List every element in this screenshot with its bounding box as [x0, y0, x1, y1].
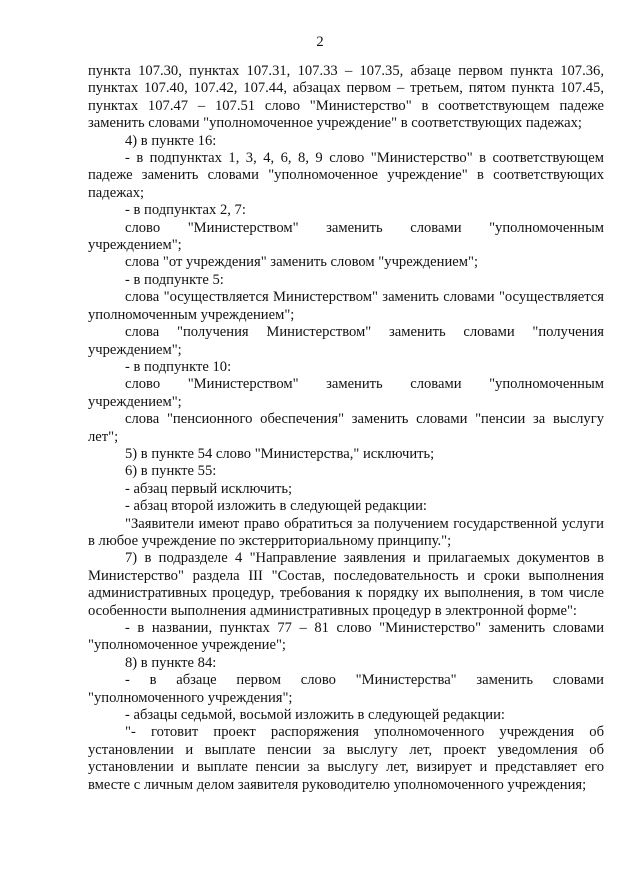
- paragraph: "Заявители имеют право обратиться за получением государственной услуги в любое учреждение по экстерриториальному принципу.";: [88, 515, 604, 549]
- paragraph: 7) в подразделе 4 "Направление заявления и прилагаемых документов в Министерство" раздела III "Состав, последовательность и сроки выполнения административных процедур, требования к порядку их выполнения, в том числе особенности выполнения административных процедур в электронной форме":: [88, 550, 604, 619]
- paragraph: 8) в пункте 84:: [125, 654, 217, 671]
- paragraph: - абзацы седьмой, восьмой изложить в следующей редакции:: [125, 707, 505, 724]
- paragraph: - в подпункте 10:: [125, 358, 232, 375]
- paragraph: 5) в пункте 54 слово "Министерства," исключить;: [125, 445, 435, 462]
- document-body: [88, 63, 604, 794]
- page-number: 2: [316, 34, 324, 50]
- paragraph: "- готовит проект распоряжения уполномоченного учреждения об установлении и выплате пенсии за выслугу лет, проект уведомления об установлении и выплате пенсии за выслугу лет, визирует и представляет его вместе с личным делом заявителя руководителю уполномоченного учреждения;: [88, 724, 604, 793]
- paragraph: слово "Министерством" заменить словами "уполномоченным учреждением";: [88, 376, 604, 410]
- paragraph: - абзац первый исключить;: [125, 480, 293, 497]
- paragraph: - абзац второй изложить в следующей редакции:: [125, 498, 427, 515]
- paragraph: пункта 107.30, пунктах 107.31, 107.33 – 107.35, абзаце первом пункта 107.36, пунктах 107.40, 107.42, 107.44, абзацах первом – третьем, пятом пункта 107.45, пунктах 107.47 – 107.51 слово "Министерство" в соответствующем падеже заменить словами "уполномоченное учреждение" в соответствующих падежах;: [88, 63, 604, 132]
- paragraph: 6) в пункте 55:: [125, 463, 217, 480]
- paragraph: 4) в пункте 16:: [125, 132, 217, 149]
- paragraph: - в подпунктах 1, 3, 4, 6, 8, 9 слово "Министерство" в соответствующем падеже заменить словами "уполномоченное учреждение" в соответствующих падежах;: [88, 150, 604, 201]
- paragraph: - в абзаце первом слово "Министерства" заменить словами "уполномоченного учреждения";: [88, 672, 604, 706]
- paragraph: - в подпункте 5:: [125, 271, 224, 288]
- paragraph: слова "получения Министерством" заменить словами "получения учреждением";: [88, 324, 604, 358]
- paragraph: слова "от учреждения" заменить словом "учреждением";: [125, 254, 479, 271]
- paragraph: слова "пенсионного обеспечения" заменить словами "пенсии за выслугу лет";: [88, 411, 604, 445]
- paragraph: слово "Министерством" заменить словами "уполномоченным учреждением";: [88, 219, 604, 254]
- paragraph: - в подпунктах 2, 7:: [125, 202, 246, 219]
- paragraph: - в названии, пунктах 77 – 81 слово "Министерство" заменить словами "уполномоченное учреждение";: [88, 620, 604, 654]
- paragraph: слова "осуществляется Министерством" заменить словами "осуществляется уполномоченным учреждением";: [88, 289, 604, 323]
